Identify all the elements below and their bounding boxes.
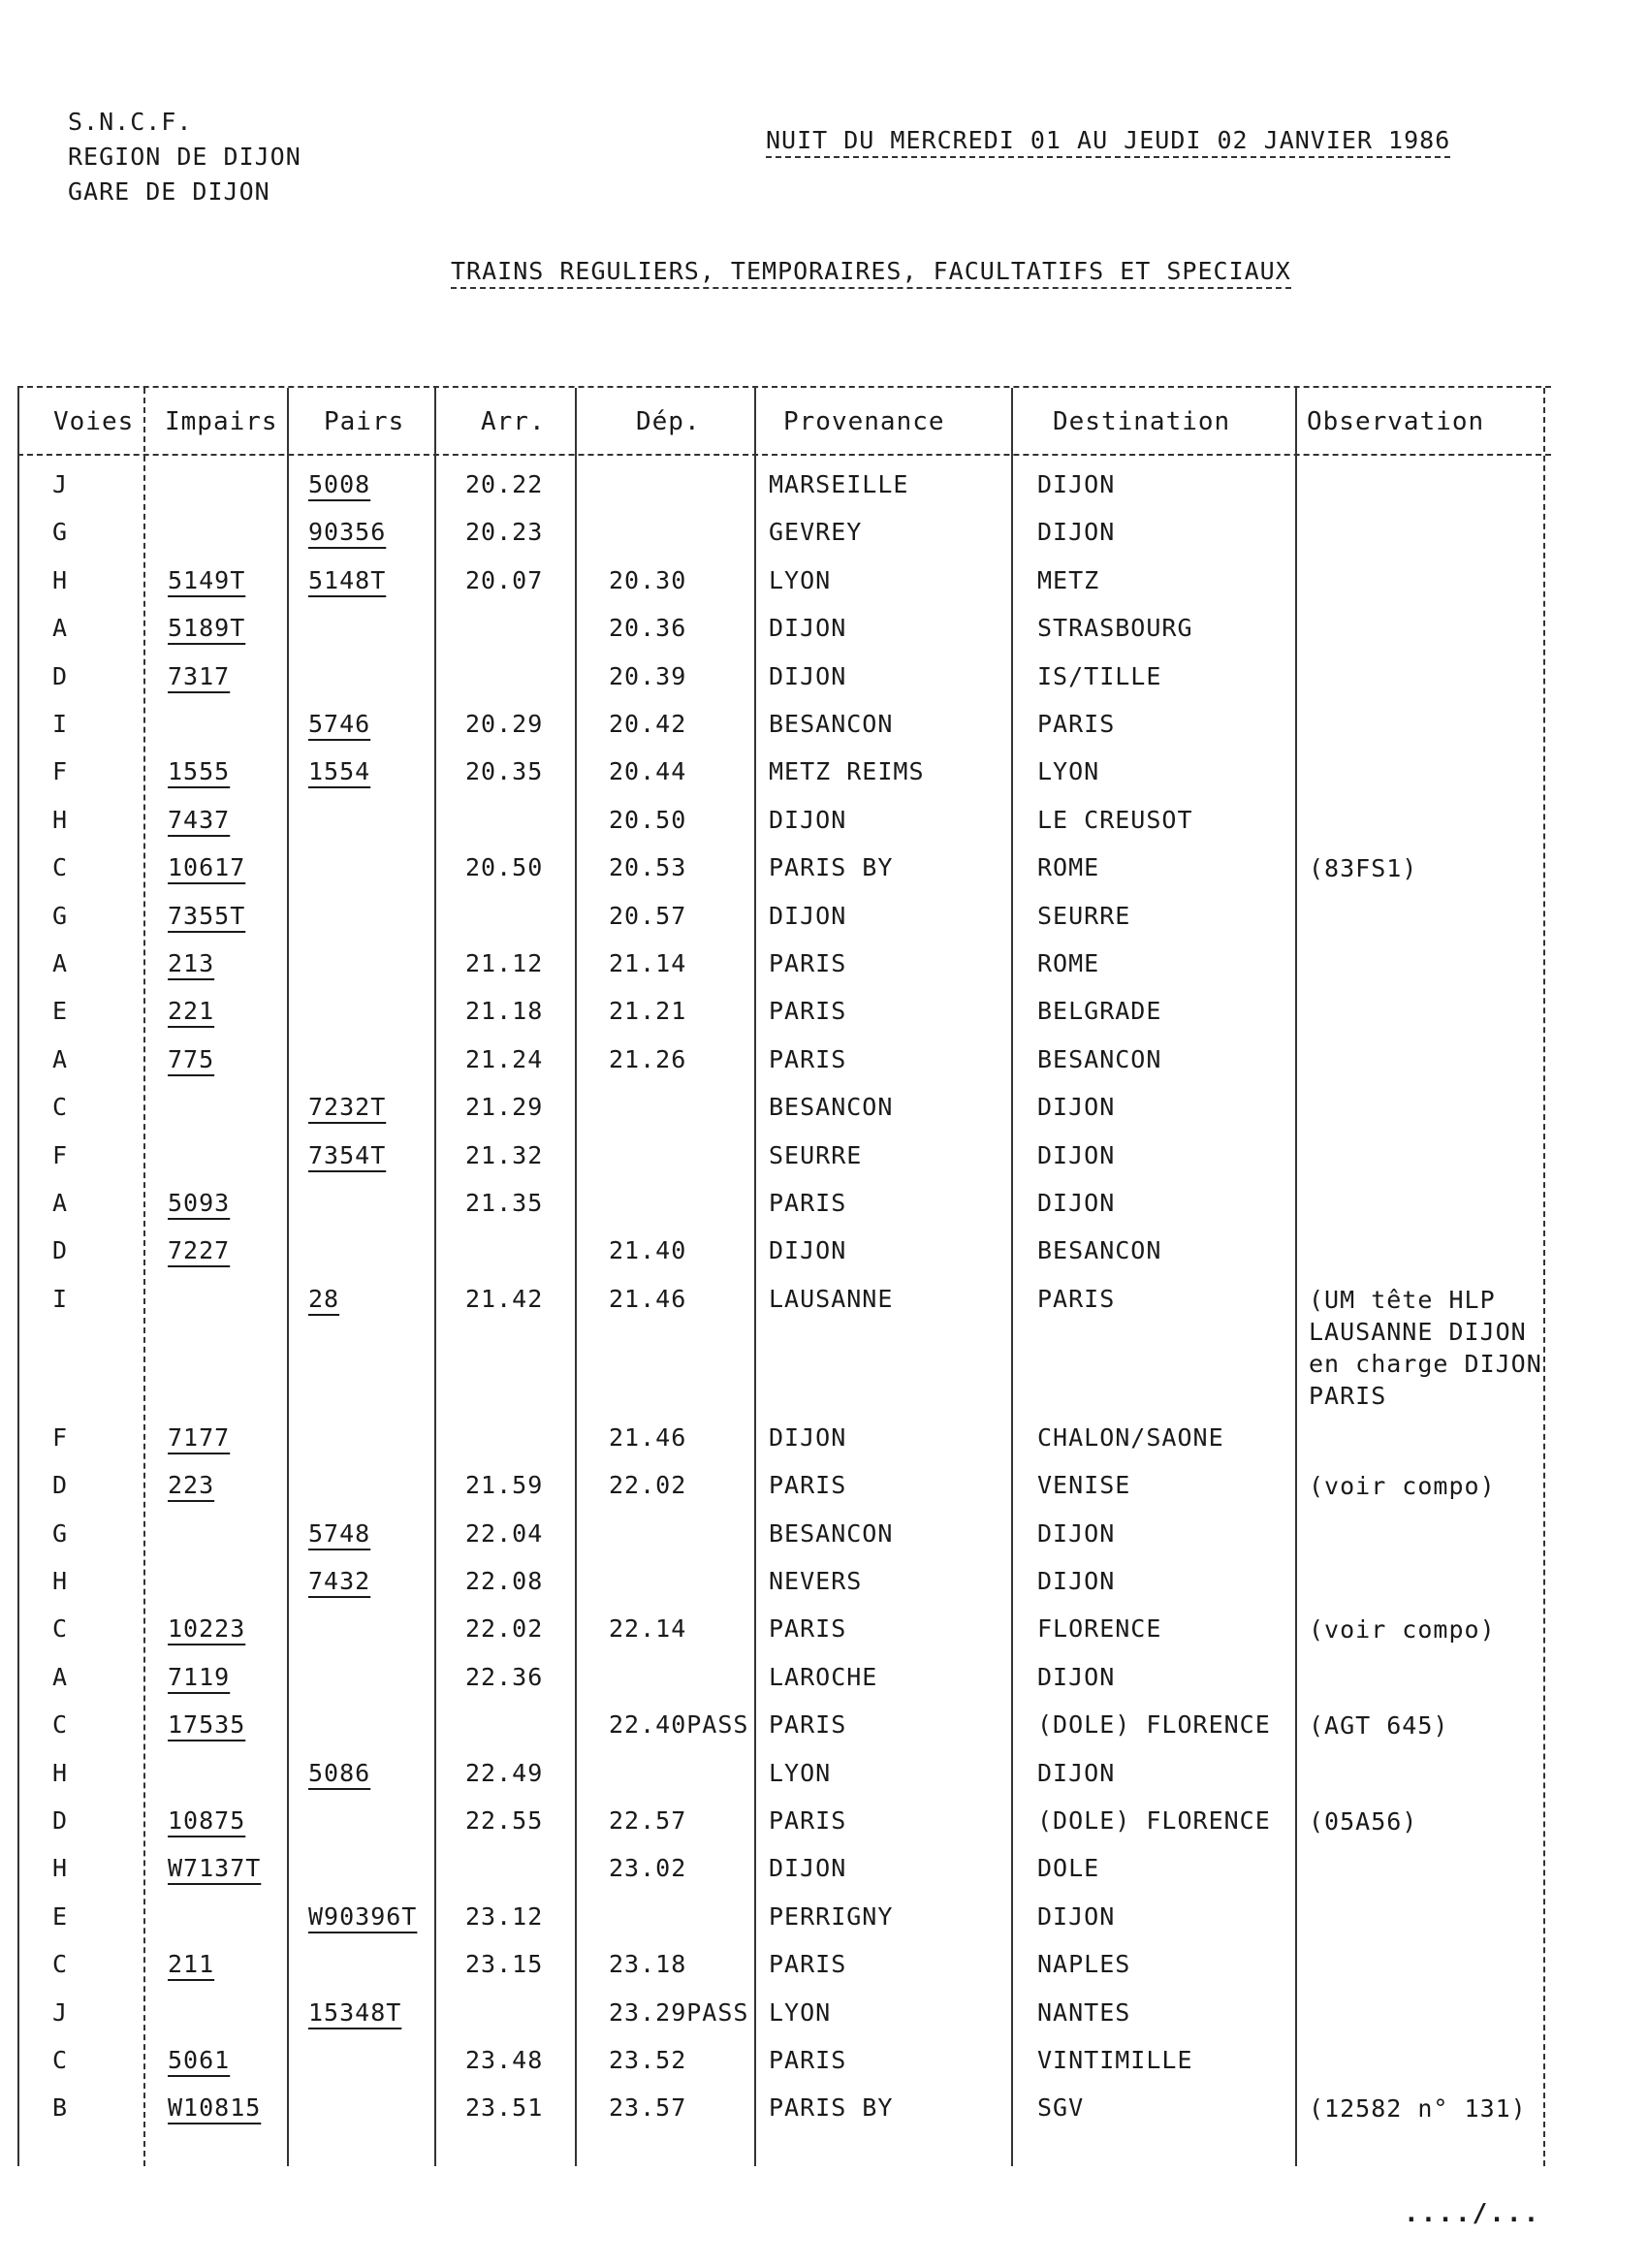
cell-impair: 10875 [168,1806,246,1835]
cell-provenance: LYON [769,1997,832,2027]
cell-voie: H [52,1758,69,1787]
cell-voie: C [52,1710,69,1740]
cell-destination: BESANCON [1037,1044,1162,1073]
cell-voie: C [52,2046,69,2074]
cell-provenance: GEVREY [769,518,863,547]
cell-voie: D [52,1471,69,1500]
table-row [17,1750,1551,1798]
cell-voie: C [52,1950,69,1979]
cell-pair: 5008 [308,470,371,498]
cell-observation: (voir compo) [1309,1472,1496,1501]
cell-destination: CHALON/SAONE [1037,1422,1224,1452]
cell-voie: D [52,1806,69,1835]
cell-depart: 20.44 [609,757,687,786]
cell-voie: F [52,757,69,786]
cell-provenance: DIJON [769,1236,847,1265]
cell-destination: DIJON [1037,1093,1116,1122]
cell-pair: W90396T [308,1901,418,1931]
cell-voie: E [52,997,69,1026]
cell-impair: 5189T [168,614,246,643]
cell-provenance: PARIS [769,1950,847,1979]
cell-impair: 5093 [168,1189,231,1217]
cell-depart: 20.39 [609,661,687,690]
cell-voie: J [52,470,69,498]
cell-provenance: DIJON [769,901,847,930]
cell-provenance: DIJON [769,1422,847,1452]
header-observation: Observation [1307,407,1485,436]
cell-impair: 7355T [168,901,246,930]
cell-pair: 5748 [308,1518,371,1548]
table-row [17,1084,1551,1132]
cell-destination: DIJON [1037,1518,1116,1548]
cell-voie: A [52,1189,69,1217]
cell-arrivee: 21.32 [465,1140,544,1169]
table-row [17,1276,1551,1410]
table-row [17,701,1551,749]
cell-arrivee: 20.35 [465,757,544,786]
cell-depart: 22.57 [609,1806,687,1835]
cell-destination: DIJON [1037,1758,1116,1787]
cell-arrivee: 22.49 [465,1758,544,1787]
table-header [17,388,1551,456]
cell-arrivee: 20.22 [465,470,544,498]
cell-voie: A [52,1662,69,1691]
table-row [17,2037,1551,2085]
cell-provenance: LAUSANNE [769,1284,894,1313]
table-row [17,941,1551,988]
cell-arrivee: 20.07 [465,565,544,594]
cell-provenance: PARIS [769,2046,847,2074]
cell-voie: G [52,518,69,547]
cell-pair: 1554 [308,757,371,786]
table-row [17,558,1551,605]
header-destination: Destination [1053,407,1231,436]
cell-impair: 7177 [168,1422,231,1452]
table-row [17,1798,1551,1845]
cell-impair: W10815 [168,2093,262,2123]
timetable [17,386,1551,2166]
cell-destination: FLORENCE [1037,1614,1162,1644]
cell-provenance: DIJON [769,614,847,643]
table-row [17,462,1551,509]
cell-provenance: DIJON [769,1854,847,1883]
cell-impair: 221 [168,997,215,1026]
cell-destination: DOLE [1037,1854,1100,1883]
org-line-station: GARE DE DIJON [68,177,270,206]
cell-destination: DIJON [1037,1189,1116,1217]
cell-impair: W7137T [168,1854,262,1883]
table-row [17,1037,1551,1084]
table-row [17,797,1551,845]
cell-destination: VINTIMILLE [1037,2046,1193,2074]
cell-impair: 7317 [168,661,231,690]
cell-destination: DIJON [1037,518,1116,547]
cell-destination: BESANCON [1037,1236,1162,1265]
cell-impair: 1555 [168,757,231,786]
cell-destination: BELGRADE [1037,997,1162,1026]
table-row [17,1606,1551,1653]
cell-provenance: SEURRE [769,1140,863,1169]
cell-provenance: PARIS [769,1471,847,1500]
cell-observation: (voir compo) [1309,1615,1496,1645]
cell-provenance: PARIS BY [769,853,894,882]
cell-arrivee: 22.08 [465,1567,544,1595]
cell-destination: (DOLE) FLORENCE [1037,1710,1271,1740]
cell-provenance: PARIS BY [769,2093,894,2123]
cell-provenance: BESANCON [769,1093,894,1122]
cell-pair: 5148T [308,565,387,594]
cell-arrivee: 22.55 [465,1806,544,1835]
table-row [17,1941,1551,1989]
cell-depart: 20.57 [609,901,687,930]
cell-pair: 28 [308,1284,340,1313]
header-provenance: Provenance [783,407,945,436]
cell-arrivee: 21.29 [465,1093,544,1122]
cell-provenance: PARIS [769,1614,847,1644]
cell-pair: 15348T [308,1997,402,2027]
cell-destination: DIJON [1037,1901,1116,1931]
cell-destination: STRASBOURG [1037,614,1193,643]
table-row [17,654,1551,701]
cell-depart: 22.02 [609,1471,687,1500]
cell-destination: DIJON [1037,1140,1116,1169]
cell-arrivee: 21.24 [465,1044,544,1073]
cell-pair: 5746 [308,710,371,738]
cell-impair: 7437 [168,805,231,834]
cell-arrivee: 21.35 [465,1189,544,1217]
table-row [17,1894,1551,1941]
table-row [17,605,1551,653]
cell-destination: SGV [1037,2093,1085,2123]
cell-provenance: DIJON [769,661,847,690]
table-row [17,1228,1551,1275]
cell-destination: DIJON [1037,470,1116,498]
cell-provenance: LAROCHE [769,1662,878,1691]
cell-voie: I [52,710,69,738]
table-row [17,893,1551,941]
cell-arrivee: 20.50 [465,853,544,882]
cell-destination: LE CREUSOT [1037,805,1193,834]
cell-provenance: PARIS [769,997,847,1026]
cell-voie: H [52,1854,69,1883]
cell-arrivee: 20.29 [465,710,544,738]
cell-arrivee: 21.59 [465,1471,544,1500]
cell-provenance: PARIS [769,1806,847,1835]
cell-destination: DIJON [1037,1567,1116,1595]
cell-arrivee: 21.42 [465,1284,544,1313]
cell-voie: E [52,1901,69,1931]
cell-impair: 7119 [168,1662,231,1691]
cell-depart: 23.52 [609,2046,687,2074]
cell-observation: (UM tête HLP LAUSANNE DIJON en charge DIJON PARIS [1309,1285,1542,1410]
cell-impair: 17535 [168,1710,246,1740]
table-row [17,1702,1551,1749]
cell-destination: LYON [1037,757,1100,786]
cell-depart: 23.02 [609,1854,687,1883]
cell-provenance: NEVERS [769,1567,863,1595]
cell-provenance: PERRIGNY [769,1901,894,1931]
cell-provenance: DIJON [769,805,847,834]
header-depart: Dép. [636,407,701,436]
table-row [17,1180,1551,1228]
cell-voie: H [52,1567,69,1595]
cell-voie: C [52,1093,69,1122]
table-row [17,1654,1551,1702]
table-row [17,1990,1551,2037]
cell-provenance: MARSEILLE [769,470,909,498]
cell-provenance: LYON [769,1758,832,1787]
cell-depart: 20.42 [609,710,687,738]
cell-voie: D [52,1236,69,1265]
cell-provenance: PARIS [769,1710,847,1740]
cell-observation: (83FS1) [1309,854,1418,883]
cell-depart: 21.46 [609,1422,687,1452]
cell-provenance: BESANCON [769,710,894,738]
header-impairs: Impairs [165,407,278,436]
cell-impair: 5149T [168,565,246,594]
cell-depart: 20.36 [609,614,687,643]
cell-voie: G [52,901,69,930]
cell-destination: NAPLES [1037,1950,1131,1979]
cell-pair: 90356 [308,518,387,547]
cell-destination: PARIS [1037,710,1116,738]
table-row [17,749,1551,796]
cell-voie: G [52,1518,69,1548]
cell-destination: PARIS [1037,1284,1116,1313]
cell-depart: 21.26 [609,1044,687,1073]
cell-impair: 10617 [168,853,246,882]
table-row [17,1415,1551,1462]
cell-voie: H [52,805,69,834]
cell-depart: 23.29PASS [609,1997,749,2027]
cell-provenance: BESANCON [769,1518,894,1548]
cell-arrivee: 22.36 [465,1662,544,1691]
cell-depart: 20.30 [609,565,687,594]
table-row [17,2085,1551,2132]
cell-depart: 21.21 [609,997,687,1026]
cell-destination: ROME [1037,949,1100,977]
cell-destination: DIJON [1037,1662,1116,1691]
cell-impair: 775 [168,1044,215,1073]
table-row [17,1845,1551,1893]
cell-destination: VENISE [1037,1471,1131,1500]
cell-destination: ROME [1037,853,1100,882]
cell-arrivee: 21.12 [465,949,544,977]
org-line-sncf: S.N.C.F. [68,108,193,136]
cell-destination: (DOLE) FLORENCE [1037,1806,1271,1835]
cell-arrivee: 23.48 [465,2046,544,2074]
cell-provenance: LYON [769,565,832,594]
cell-voie: H [52,565,69,594]
header-voies: Voies [53,407,135,436]
header-pairs: Pairs [324,407,405,436]
cell-provenance: PARIS [769,1189,847,1217]
cell-impair: 211 [168,1950,215,1979]
cell-depart: 21.40 [609,1236,687,1265]
cell-pair: 5086 [308,1758,371,1787]
cell-depart: 22.40PASS [609,1710,749,1740]
cell-impair: 5061 [168,2046,231,2074]
table-row [17,1558,1551,1606]
cell-arrivee: 23.51 [465,2093,544,2123]
cell-voie: C [52,853,69,882]
cell-impair: 213 [168,949,215,977]
cell-voie: A [52,614,69,643]
cell-arrivee: 20.23 [465,518,544,547]
cell-provenance: PARIS [769,1044,847,1073]
cell-voie: A [52,949,69,977]
cell-arrivee: 22.04 [465,1518,544,1548]
cell-voie: F [52,1140,69,1169]
document-title: TRAINS REGULIERS, TEMPORAIRES, FACULTATIFS ET SPECIAUX [451,257,1291,289]
cell-observation: (05A56) [1309,1807,1418,1836]
cell-voie: A [52,1044,69,1073]
cell-voie: C [52,1614,69,1644]
cell-observation: (12582 n° 131) [1309,2094,1527,2124]
cell-impair: 10223 [168,1614,246,1644]
cell-voie: F [52,1422,69,1452]
cell-pair: 7432 [308,1567,371,1595]
cell-depart: 21.46 [609,1284,687,1313]
schedule-date: NUIT DU MERCREDI 01 AU JEUDI 02 JANVIER 1986 [766,126,1450,158]
cell-provenance: PARIS [769,949,847,977]
header-arrivee: Arr. [481,407,546,436]
cell-arrivee: 21.18 [465,997,544,1026]
table-row [17,1133,1551,1180]
cell-pair: 7354T [308,1140,387,1169]
cell-voie: D [52,661,69,690]
cell-arrivee: 23.15 [465,1950,544,1979]
table-row [17,845,1551,892]
org-line-region: REGION DE DIJON [68,143,301,171]
cell-destination: NANTES [1037,1997,1131,2027]
cell-depart: 23.57 [609,2093,687,2123]
cell-pair: 7232T [308,1093,387,1122]
cell-depart: 22.14 [609,1614,687,1644]
cell-arrivee: 23.12 [465,1901,544,1931]
cell-voie: I [52,1284,69,1313]
table-row [17,1462,1551,1510]
cell-impair: 223 [168,1471,215,1500]
table-row [17,1511,1551,1558]
cell-depart: 20.50 [609,805,687,834]
cell-destination: METZ [1037,565,1100,594]
organization-block [68,105,301,209]
cell-provenance: METZ REIMS [769,757,925,786]
table-row [17,988,1551,1036]
table-row [17,509,1551,557]
cell-depart: 23.18 [609,1950,687,1979]
cell-voie: J [52,1997,69,2027]
cell-destination: IS/TILLE [1037,661,1162,690]
cell-observation: (AGT 645) [1309,1711,1449,1741]
cell-depart: 21.14 [609,949,687,977]
cell-depart: 20.53 [609,853,687,882]
cell-voie: B [52,2093,69,2123]
cell-destination: SEURRE [1037,901,1131,930]
cell-impair: 7227 [168,1236,231,1265]
cell-arrivee: 22.02 [465,1614,544,1644]
continuation-mark: ..../... [1404,2199,1541,2228]
